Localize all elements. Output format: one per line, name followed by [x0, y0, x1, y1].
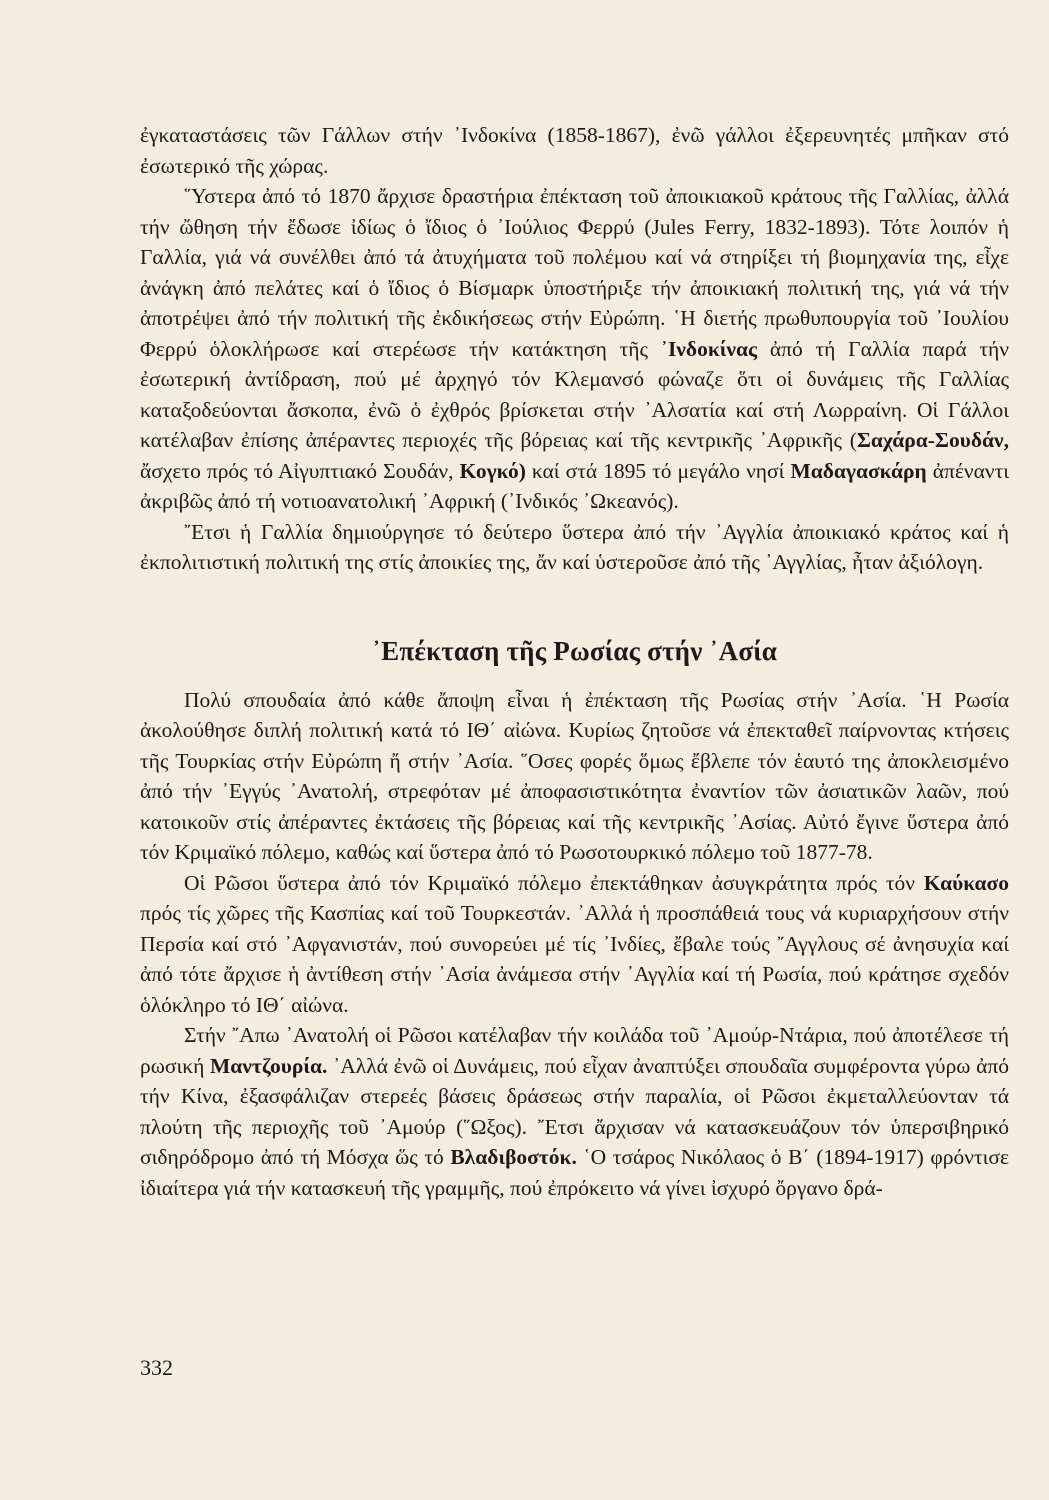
section-1-text — [140, 120, 1009, 578]
bold-term: Κογκό) — [459, 458, 526, 483]
bold-term: Βλαδιβοστόκ. — [450, 1145, 577, 1169]
paragraph — [140, 868, 1009, 1021]
paragraph — [140, 120, 1009, 181]
paragraph — [140, 517, 1009, 578]
page-number: 332 — [140, 1355, 173, 1380]
text-run: ῾Ο τσάρος Νικόλαος ὁ Β΄ (1894-1917) φρόντισε ἰδιαίτερα γιά τήν κατασκευή τῆς γραμμῆς, πού ἐπρόκειτο νά γίνει ἰσχυρό ὄργανο δρά- — [140, 1145, 1009, 1200]
text-run: πρός τίς χῶρες τῆς Κασπίας καί τοῦ Τουρκεστάν. ᾿Αλλά ἡ προσπάθειά τους νά κυριαρχήσουν στήν Περσία καί στό ᾿Αφγανιστάν, πού συνορεύει μέ τίς ᾿Ινδίες, ἔβαλε τούς ῎Αγγλους σέ ἀνησυχία καί ἀπό τότε ἄρχισε ἡ ἀντίθεση στήν ᾿Ασία ἀνάμεσα στήν ᾿Αγγλία καί τή Ρωσία, πού κράτησε σχεδόν ὁλόκληρο τό ΙΘ΄ αἰώνα. — [140, 901, 1009, 1017]
text-run: Οἱ Ρῶσοι ὕστερα ἀπό τόν Κριμαϊκό πόλεμο ἐπεκτάθηκαν ἀσυγκράτητα πρός τόν — [184, 870, 924, 895]
section-2-text — [140, 685, 1009, 1204]
text-run: ῎Ετσι ἡ Γαλλία δημιούργησε τό δεύτερο ὕστερα ἀπό τήν ᾿Αγγλία ἀποικιακό κράτος καί ἡ ἐκπολιτιστική πολιτική της στίς ἀποικίες της, ἄν καί ὑστεροῦσε ἀπό τῆς ᾿Αγγλίας, ἦταν ἀξιόλογη. — [140, 519, 1009, 574]
bold-term: ᾿Ινδοκίνας — [660, 336, 758, 361]
text-run: Πολύ σπουδαία ἀπό κάθε ἄποψη εἶναι ἡ ἐπέκταση τῆς Ρωσίας στήν ᾿Ασία. ῾Η Ρωσία ἀκολούθησε διπλή πολιτική κατά τό ΙΘ΄ αἰώνα. Κυρίως ζητοῦσε νά ἐπεκταθεῖ παίρνοντας κτήσεις τῆς Τουρκίας στήν Εὐρώπη ἤ στήν ᾿Ασία. ῞Οσες φορές ὅμως ἔβλεπε τόν ἑαυτό της ἀποκλεισμένο ἀπό τήν ᾿Εγγύς ᾿Ανατολή, στρεφόταν μέ ἀποφασιστικότητα ἐναντίον τῶν ἀσιατικῶν λαῶν, πού κατοικοῦν στίς ἀπέραντες ἐκτάσεις τῆς βόρειας καί τῆς κεντρικῆς ᾿Ασίας. Αὐτό ἔγινε ὕστερα ἀπό τόν Κριμαϊκό πόλεμο, καθώς καί ὕστερα ἀπό τό Ρωσοτουρκικό πόλεμο τοῦ 1877-78. — [140, 687, 1009, 864]
text-run: ἄσχετο πρός τό Αἰγυπτιακό Σουδάν, — [140, 458, 460, 483]
paragraph — [140, 1020, 1009, 1203]
text-run: ἐγκαταστάσεις τῶν Γάλλων στήν ᾿Ινδοκίνα (1858-1867), ἐνῶ γάλλοι ἐξερευνητές μπῆκαν στό ἐσωτερικό τῆς χώρας. — [140, 123, 1009, 178]
text-run: Στήν ῎Απω ᾿Ανατολή οἱ Ρῶσοι κατέλαβαν τήν κοιλάδα τοῦ ᾿Αμούρ-Ντάρια, πού ἀποτέλεσε τή ρωσική — [140, 1023, 1009, 1078]
paragraph — [140, 685, 1009, 868]
text-run: ἀπέναντι ἀκριβῶς ἀπό τή νοτιοανατολική ᾿Αφρική (᾿Ινδικός ᾿Ωκεανός). — [140, 458, 1009, 513]
text-run: ᾿Αλλά ἐνῶ οἱ Δυνάμεις, πού εἶχαν ἀναπτύξει σπουδαῖα συμφέροντα γύρω ἀπό τήν Κίνα, ἐξασφάλιζαν στερεές βάσεις δράσεως στήν παραλία, οἱ Ρῶσοι ἐκμεταλλεύονταν τά πλούτη τῆς περιοχῆς τοῦ ᾿Αμούρ (῞Ωξος). ῎Ετσι ἄρχισαν νά κατασκευάζουν τόν ὑπερσιβηρικό σιδηρόδρομο ἀπό τή Μόσχα ὥς τό — [140, 1053, 1009, 1169]
text-run: καί στά 1895 τό μεγάλο νησί — [525, 458, 791, 483]
text-run: ἀπό τή Γαλλία παρά τήν ἐσωτερική ἀντίδραση, πού μέ ἀρχηγό τόν Κλεμανσό φώναζε ὅτι οἱ δυνάμεις τῆς Γαλλίας καταξοδεύονται ἄσκοπα, ἐνῶ ὁ ἐχθρός βρίσκεται στήν ᾿Αλσατία καί στή Λωρραίνη. Οἱ Γάλλοι κατέλαβαν ἐπίσης ἀπέραντες περιοχές τῆς βόρειας καί τῆς κεντρικῆς ᾿Αφρικῆς ( — [140, 336, 1009, 452]
text-run: ῞Υστερα ἀπό τό 1870 ἄρχισε δραστήρια ἐπέκταση τοῦ ἀποικιακοῦ κράτους τῆς Γαλλίας, ἀλλά τήν ὤθηση τήν ἔδωσε ἰδίως ὁ ἴδιος ὁ ᾿Ιούλιος Φερρύ (Jules Ferry, 1832-1893). Τότε λοιπόν ἡ Γαλλία, γιά νά συνέλθει ἀπό τά ἀτυχήματα τοῦ πολέμου καί νά στηρίξει τή βιομηχανία της, εἶχε ἀνάγκη ἀπό πελάτες καί ὁ ἴδιος ὁ Βίσμαρκ ὑποστήριξε τήν ἀποικιακή πολιτική της, γιά νά τήν ἀποτρέψει ἀπό τήν πολιτική τῆς ἐκδικήσεως στήν Εὐρώπη. ῾Η διετής πρωθυπουργία τοῦ ᾿Ιουλίου Φερρύ ὁλοκλήρωσε καί στερέωσε τήν κατάκτηση τῆς — [140, 184, 1009, 361]
section-title: ᾿Επέκταση τῆς Ρωσίας στήν ᾿Ασία — [371, 635, 778, 666]
bold-term: Μαδαγασκάρη — [790, 458, 927, 483]
bold-term: Σαχάρα-Σουδάν, — [856, 428, 1009, 452]
bold-term: Μαντζουρία. — [210, 1053, 328, 1078]
paragraph — [140, 181, 1009, 517]
bold-term: Καύκασο — [923, 870, 1009, 895]
